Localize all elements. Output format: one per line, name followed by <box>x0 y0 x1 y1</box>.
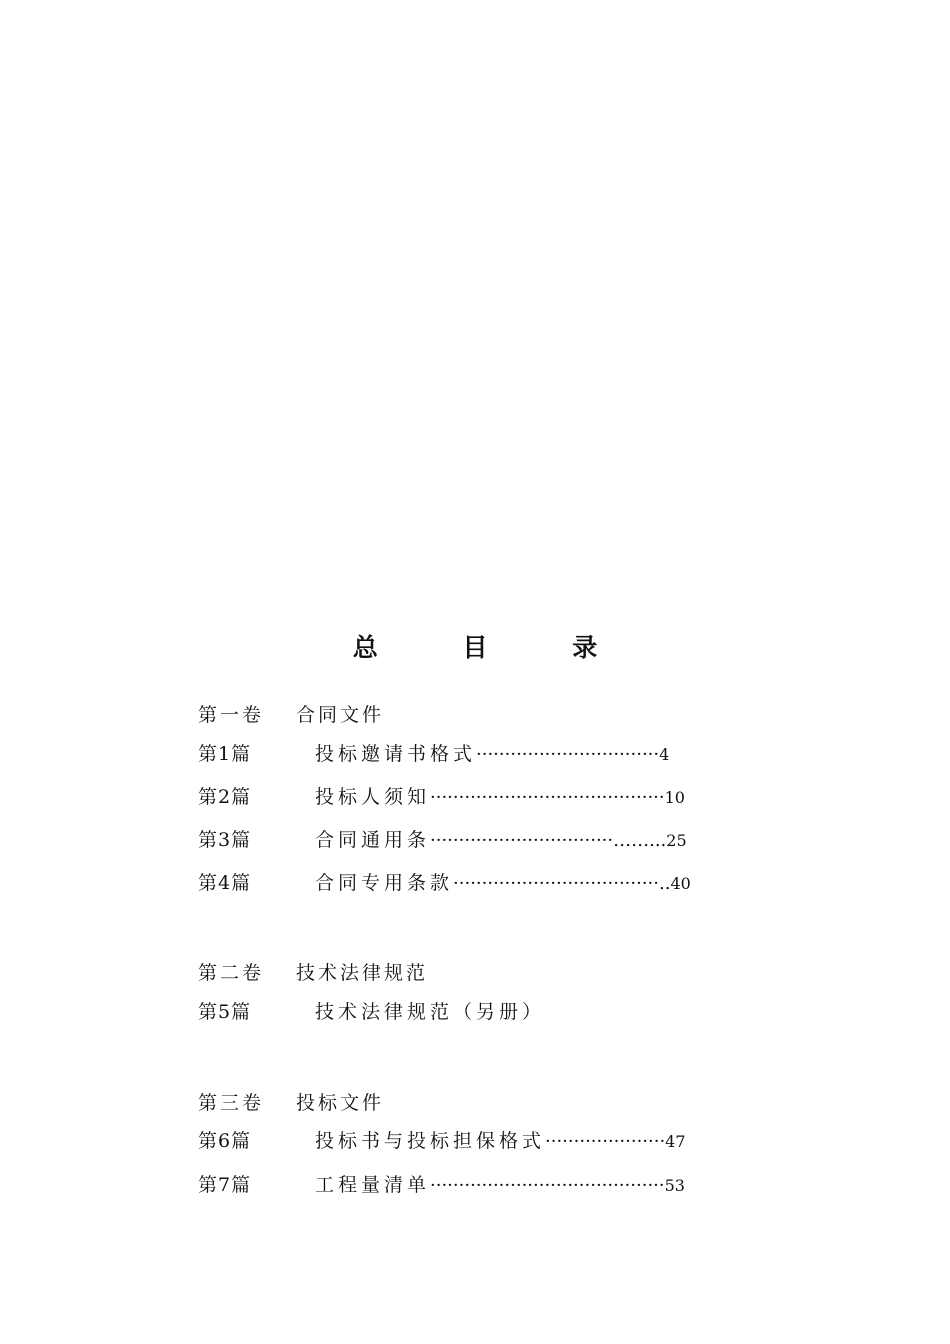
toc-entry <box>198 740 758 769</box>
dot-leader: ····································.. <box>453 873 671 894</box>
volume-name: 投标文件 <box>296 1092 385 1114</box>
dot-leader: ····················· <box>545 1131 666 1152</box>
dot-leader: ········································· <box>430 787 665 808</box>
chapter-title: 技术法律规范（另册） <box>315 1001 546 1023</box>
page-number: 53 <box>664 1176 685 1195</box>
toc-entry <box>198 869 758 898</box>
chapter-title: 合同通用条 <box>315 829 431 851</box>
volume-heading-3 <box>198 1089 758 1117</box>
toc-entry <box>198 1171 758 1200</box>
volume-number: 第二卷 <box>198 962 265 984</box>
page-title: 总 目 录 <box>352 633 636 662</box>
chapter-number: 第1篇 <box>198 743 252 765</box>
volume-heading-1 <box>198 701 758 729</box>
page-number: 40 <box>670 874 691 893</box>
chapter-number: 第7篇 <box>198 1174 252 1196</box>
page-number: 10 <box>664 788 685 807</box>
toc-entry <box>198 998 758 1026</box>
dot-leader: ································ <box>476 744 660 765</box>
chapter-title: 合同专用条款 <box>315 872 454 894</box>
chapter-title: 投标邀请书格式 <box>315 743 477 765</box>
page-number: 4 <box>659 745 670 764</box>
chapter-number: 第5篇 <box>198 1001 252 1023</box>
chapter-number: 第4篇 <box>198 872 252 894</box>
chapter-number: 第3篇 <box>198 829 252 851</box>
volume-number: 第一卷 <box>198 704 265 726</box>
chapter-number: 第2篇 <box>198 786 252 808</box>
toc-entry <box>198 783 758 812</box>
page-number: 47 <box>665 1132 686 1151</box>
dot-leader: ········································· <box>430 1175 665 1196</box>
dot-leader: ································……... <box>430 830 667 851</box>
chapter-title: 投标人须知 <box>315 786 431 808</box>
chapter-title: 投标书与投标担保格式 <box>315 1130 546 1152</box>
toc-entry <box>198 826 758 855</box>
volume-name: 技术法律规范 <box>296 962 429 984</box>
chapter-title: 工程量清单 <box>315 1174 431 1196</box>
page-number: 25 <box>666 831 687 850</box>
volume-number: 第三卷 <box>198 1092 265 1114</box>
toc-entry <box>198 1127 758 1156</box>
chapter-number: 第6篇 <box>198 1130 252 1152</box>
volume-name: 合同文件 <box>296 704 385 726</box>
volume-heading-2 <box>198 959 758 987</box>
